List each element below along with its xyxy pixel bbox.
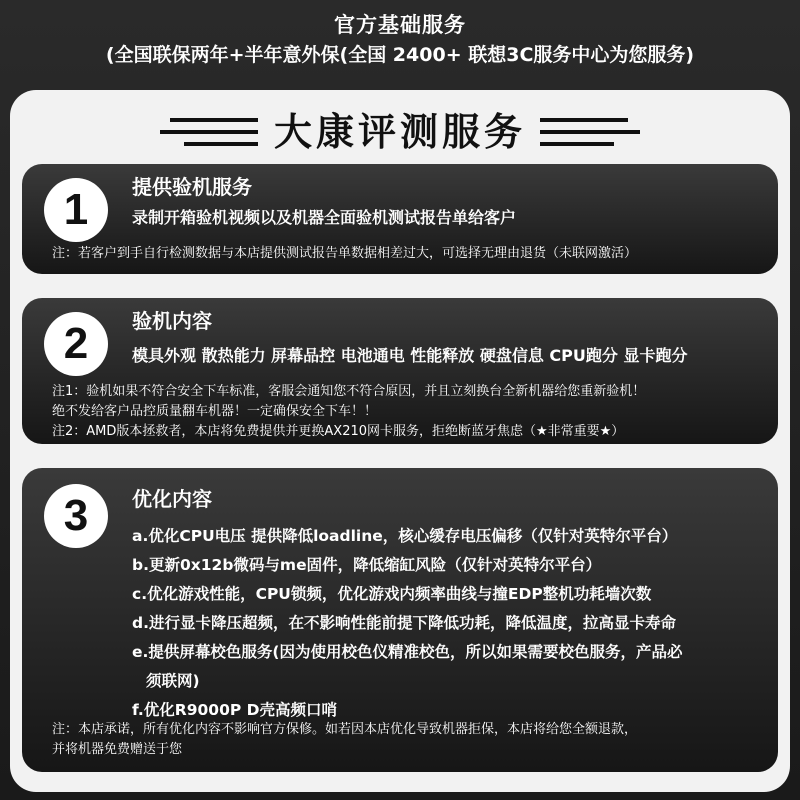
card-title: 提供验机服务 [132, 175, 252, 199]
list-item: c.优化游戏性能，CPU锁频，优化游戏内频率曲线与撞EDP整机功耗墙次数 [132, 585, 652, 603]
card-note: 注1：验机如果不符合安全下车标准，客服会通知您不符合原因，并且立刻换台全新机器给您重新验机！ [52, 384, 646, 399]
card-note: 并将机器免费赠送于您 [52, 742, 183, 757]
service-panel [10, 90, 790, 792]
card-note: 绝不发给客户品控质量翻车机器！一定确保安全下车！！ [52, 404, 378, 419]
list-item: f.优化R9000P D壳高频口哨 [132, 701, 337, 719]
step-number-badge: 1 [44, 178, 108, 242]
header-subtitle: (全国联保两年+半年意外保(全国 2400+ 联想3C服务中心为您服务) [105, 44, 695, 66]
card-note: 注：本店承诺，所有优化内容不影响官方保修。如若因本店优化导致机器拒保，本店将给您全额退款， [52, 722, 638, 737]
card-title: 优化内容 [132, 487, 212, 511]
card-description: 模具外观 散热能力 屏幕品控 电池通电 性能释放 硬盘信息 CPU跑分 显卡跑分 [132, 346, 688, 365]
list-item: b.更新0x12b微码与me固件，降低缩缸风险（仅针对英特尔平台） [132, 556, 602, 574]
header-title: 官方基础服务 [334, 13, 466, 37]
card-title: 验机内容 [132, 309, 212, 333]
optimization-list [132, 522, 772, 725]
panel-title: 大康评测服务 [273, 110, 526, 154]
service-card-inspection [22, 164, 778, 274]
list-item-continuation: 须联网) [146, 672, 200, 690]
service-card-inspection-content [22, 298, 778, 444]
step-number-badge: 3 [44, 484, 108, 548]
list-item: a.优化CPU电压 提供降低loadline，核心缓存电压偏移（仅针对英特尔平台） [132, 527, 678, 545]
step-number-badge: 2 [44, 312, 108, 376]
service-card-optimization [22, 468, 778, 772]
page-header [0, 10, 800, 70]
list-item: d.进行显卡降压超频，在不影响性能前提下降低功耗，降低温度，拉高显卡寿命 [132, 614, 676, 632]
list-item: e.提供屏幕校色服务(因为使用校色仪精准校色，所以如果需要校色服务，产品必 [132, 643, 683, 661]
title-decoration-right [540, 114, 640, 150]
card-note: 注：若客户到手自行检测数据与本店提供测试报告单数据相差过大，可选择无理由退货（未联网激活） [52, 246, 638, 261]
card-note: 注2：AMD版本拯救者，本店将免费提供并更换AX210网卡服务，拒绝断蓝牙焦虑（★非常重要★） [52, 424, 625, 439]
card-description: 录制开箱验机视频以及机器全面验机测试报告单给客户 [132, 208, 517, 227]
